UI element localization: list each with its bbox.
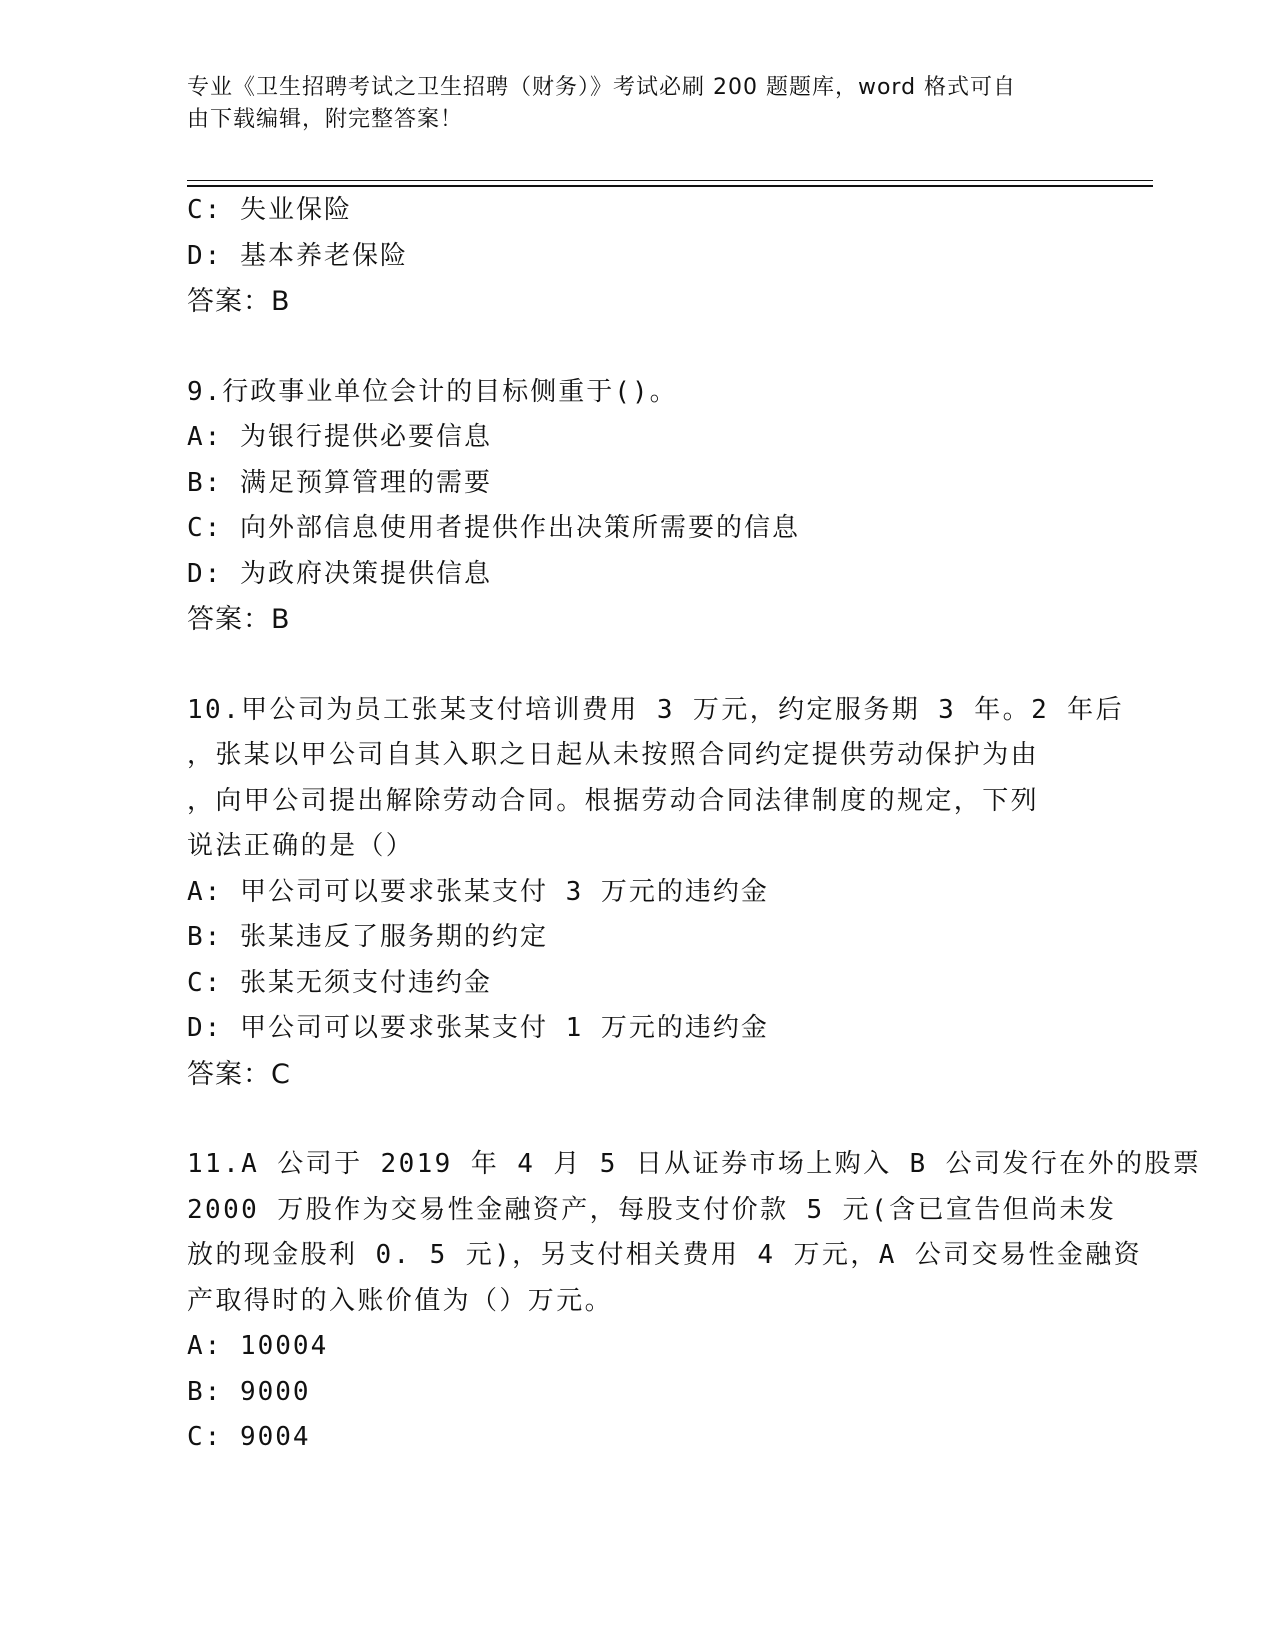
q9-answer: 答案：B (187, 604, 291, 635)
q11-question-line-1: 11.A 公司于 2019 年 4 月 5 日从证券市场上购入 B 公司发行在外的股票 (187, 1149, 1202, 1179)
q11-option-c: C: 9004 (187, 1422, 311, 1452)
header-line-1: 专业《卫生招聘考试之卫生招聘（财务）》考试必刷 200 题题库，word 格式可自 (187, 75, 1017, 100)
q10-option-a: A: 甲公司可以要求张某支付 3 万元的违约金 (187, 876, 769, 907)
header-divider-thin (187, 180, 1153, 181)
q11-question-line-3: 放的现金股利 0. 5 元)，另支付相关费用 4 万元，A 公司交易性金融资 (187, 1240, 1143, 1270)
q9-option-c: C: 向外部信息使用者提供作出决策所需要的信息 (187, 513, 800, 543)
q10-answer: 答案：C (187, 1058, 291, 1090)
q9-question: 9.行政事业单位会计的目标侧重于()。 (187, 376, 678, 407)
header-line-2: 由下载编辑，附完整答案！ (187, 107, 464, 132)
q10-option-c: C: 张某无须支付违约金 (187, 967, 492, 998)
q10-option-d: D: 甲公司可以要求张某支付 1 万元的违约金 (187, 1013, 769, 1043)
q8-option-c: C: 失业保险 (187, 195, 352, 225)
header-divider-thick (187, 185, 1153, 187)
q10-option-b: B: 张某违反了服务期的约定 (187, 922, 548, 952)
q10-question-line-1: 10.甲公司为员工张某支付培训费用 3 万元，约定服务期 3 年。2 年后 (187, 694, 1124, 725)
document-header (187, 72, 1067, 136)
q11-option-b: B: 9000 (187, 1376, 311, 1407)
q11-option-a: A: 10004 (187, 1331, 329, 1361)
q9-option-b: B: 满足预算管理的需要 (187, 467, 492, 498)
q11-question-line-4: 产取得时的入账价值为（）万元。 (187, 1285, 614, 1316)
q10-question-line-4: 说法正确的是（） (187, 831, 415, 861)
q8-option-d: D: 基本养老保险 (187, 240, 408, 271)
q11-question-line-2: 2000 万股作为交易性金融资产，每股支付价款 5 元(含已宣告但尚未发 (187, 1194, 1117, 1225)
q10-question-line-2: ，张某以甲公司自其入职之日起从未按照合同约定提供劳动保护为由 (187, 740, 1040, 770)
question-content (187, 188, 1202, 1461)
q10-question-line-3: ，向甲公司提出解除劳动合同。根据劳动合同法律制度的规定，下列 (187, 785, 1040, 816)
q9-option-d: D: 为政府决策提供信息 (187, 558, 492, 589)
q8-answer: 答案：B (187, 286, 291, 317)
q9-option-a: A: 为银行提供必要信息 (187, 422, 492, 452)
